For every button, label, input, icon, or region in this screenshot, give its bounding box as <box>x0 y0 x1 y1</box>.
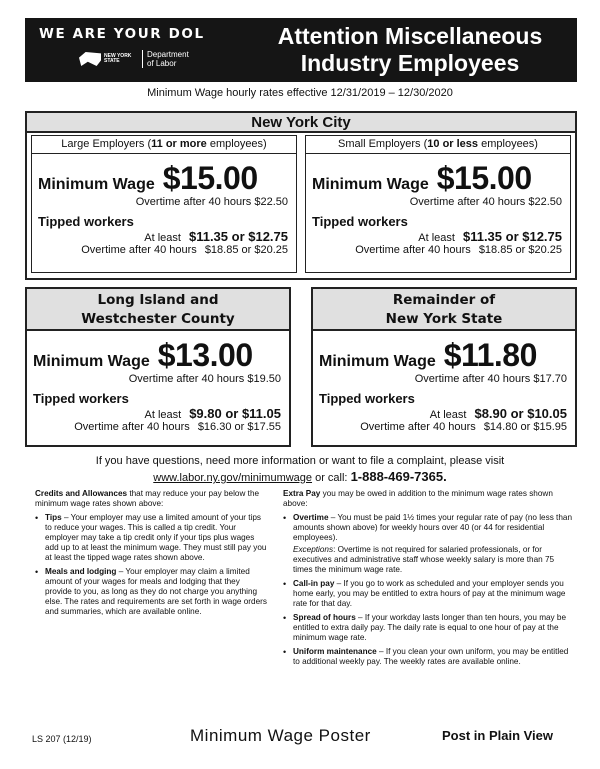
logo-ny-text: NEW YORK STATE <box>104 53 132 64</box>
logo-divider <box>142 50 143 68</box>
large-employers-label: Large Employers (11 or more employees) <box>32 136 296 154</box>
logo-dept-line2: of Labor <box>147 59 177 68</box>
nyc-large-employers <box>31 135 297 273</box>
tipped-overtime-rate: $14.80 or $15.95 <box>483 421 567 433</box>
poster-header <box>25 18 577 82</box>
credits-intro: Credits and Allowances that may reduce your pay below the minimum wage rates shown above: <box>35 489 260 508</box>
tipped-rate: $9.80 or $11.05 <box>189 406 281 421</box>
logo-dept-line1: Department <box>147 50 189 59</box>
logo-dept-text <box>147 50 203 68</box>
minimum-wage-label: Minimum Wage <box>312 176 429 193</box>
tipped-overtime-rate: $18.85 or $20.25 <box>204 244 288 256</box>
nyc-title: New York City <box>27 113 575 133</box>
minimum-wage-row <box>32 154 296 197</box>
contact-text: If you have questions, need more information or want to file a complaint, please visit <box>95 455 505 467</box>
list-item: • Call-in pay – If you go to work as scheduled and your employer sends you home early, you may be entitled to extra hours of pay at the minimum wage rate for that day. <box>283 579 573 609</box>
tipped-rate: $8.90 or $10.05 <box>474 406 567 421</box>
tipped-workers-title: Tipped workers <box>33 391 129 406</box>
region-title: Long Island and Westchester County <box>27 289 289 331</box>
tipped-overtime-row: Overtime after 40 hours $16.30 or $17.55 <box>74 421 281 433</box>
minimum-wage-value: $11.80 <box>443 337 537 373</box>
dol-slogan: WE ARE YOUR DOL <box>39 26 205 42</box>
overtime-exceptions: Exceptions: Overtime is not required for salaried professionals, or for executives and administrative staff whose weekly salary is more than 75 times the minimum wage rate. <box>293 545 555 574</box>
minimum-wage-value: $13.00 <box>157 337 253 373</box>
overtime-rate: Overtime after 40 hours $19.50 <box>128 373 281 385</box>
extra-pay-intro: Extra Pay you may be owed in addition to the minimum wage rates shown above: <box>283 489 553 508</box>
region-title: Remainder of New York State <box>313 289 575 331</box>
credits-allowances-column <box>35 489 267 621</box>
tipped-at-least-row: At least $8.90 or $10.05 <box>429 406 567 421</box>
nyc-section <box>25 111 577 280</box>
tipped-overtime-row: Overtime after 40 hours $14.80 or $15.95 <box>360 421 567 433</box>
small-employers-label: Small Employers (10 or less employees) <box>306 136 570 154</box>
minimum-wage-row <box>313 331 575 374</box>
tipped-rate: $11.35 or $12.75 <box>462 229 562 244</box>
minimum-wage-link[interactable]: www.labor.ny.gov/minimumwage <box>153 472 313 484</box>
tipped-workers-title: Tipped workers <box>312 214 408 229</box>
poster-title-line2: Industry Employees <box>300 50 520 76</box>
tipped-at-least-row: At least $9.80 or $11.05 <box>144 406 281 421</box>
credits-list <box>35 513 267 617</box>
tipped-workers-title: Tipped workers <box>38 214 134 229</box>
new-york-state-icon <box>79 52 101 66</box>
overtime-rate: Overtime after 40 hours $22.50 <box>135 196 288 208</box>
dol-branding <box>25 18 243 82</box>
tipped-at-least-row: At least $11.35 or $12.75 <box>418 229 562 244</box>
extra-pay-column <box>283 489 573 671</box>
minimum-wage-row <box>27 331 289 374</box>
tipped-overtime-row: Overtime after 40 hours $18.85 or $20.25 <box>81 244 288 256</box>
extra-pay-list <box>283 513 573 667</box>
tipped-overtime-rate: $16.30 or $17.55 <box>197 421 281 433</box>
minimum-wage-value: $15.00 <box>162 160 258 196</box>
minimum-wage-label: Minimum Wage <box>33 353 150 370</box>
list-item: • Overtime – You must be paid 1½ times your regular rate of pay (no less than amounts shown above) for weekly hours over 40 (or 44 for residential employees). Exceptions: Overtime is not required for salaried professionals, or for executives and administrative staff whose weekly salary is more than 75 times the minimum wage rate. <box>283 513 573 575</box>
tipped-overtime-rate: $18.85 or $20.25 <box>478 244 562 256</box>
list-item: • Tips – Your employer may use a limited amount of your tips to reduce your wages. This is called a tip credit. Your employer may take a tip credit only if your tips plus wages add up to at least the minimum wage. They must still pay you at least the tipped wage rates shown above. <box>35 513 267 563</box>
poster-title <box>243 18 577 82</box>
long-island-section <box>25 287 291 447</box>
list-item: • Spread of hours – If your workday lasts longer than ten hours, you may be entitled to extra daily pay. The daily rate is equal to one hour of pay at the minimum wage rate. <box>283 613 573 643</box>
nyc-small-employers <box>305 135 571 273</box>
list-item: • Uniform maintenance – If you clean your own uniform, you may be entitled to additional weekly pay. The weekly rates are available online. <box>283 647 573 667</box>
overtime-rate: Overtime after 40 hours $17.70 <box>414 373 567 385</box>
minimum-wage-label: Minimum Wage <box>38 176 155 193</box>
tipped-overtime-row: Overtime after 40 hours $18.85 or $20.25 <box>355 244 562 256</box>
phone-number: 1-888-469-7365. <box>350 469 447 484</box>
minimum-wage-row <box>306 154 570 197</box>
form-code: LS 207 (12/19) <box>32 734 92 744</box>
minimum-wage-label: Minimum Wage <box>319 353 436 370</box>
list-item: • Meals and lodging – Your employer may claim a limited amount of your wages for meals and lodging that they provide to you, as long as they do not charge you anything else. The rates and requirements are set forth in wage orders and summaries, which are available online. <box>35 567 267 617</box>
tipped-rate: $11.35 or $12.75 <box>188 229 288 244</box>
contact-info <box>0 453 600 486</box>
call-text: or call: <box>315 472 348 484</box>
footer-title: Minimum Wage Poster <box>190 726 371 745</box>
overtime-rate: Overtime after 40 hours $22.50 <box>409 196 562 208</box>
post-notice: Post in Plain View <box>442 728 554 743</box>
remainder-nys-section <box>311 287 577 447</box>
poster-title-line1: Attention Miscellaneous <box>277 23 543 49</box>
effective-dates: Minimum Wage hourly rates effective 12/31/2019 – 12/30/2020 <box>147 87 453 99</box>
tipped-at-least-row: At least $11.35 or $12.75 <box>144 229 288 244</box>
tipped-workers-title: Tipped workers <box>319 391 415 406</box>
minimum-wage-value: $15.00 <box>436 160 532 196</box>
nys-dol-logo <box>79 50 243 68</box>
